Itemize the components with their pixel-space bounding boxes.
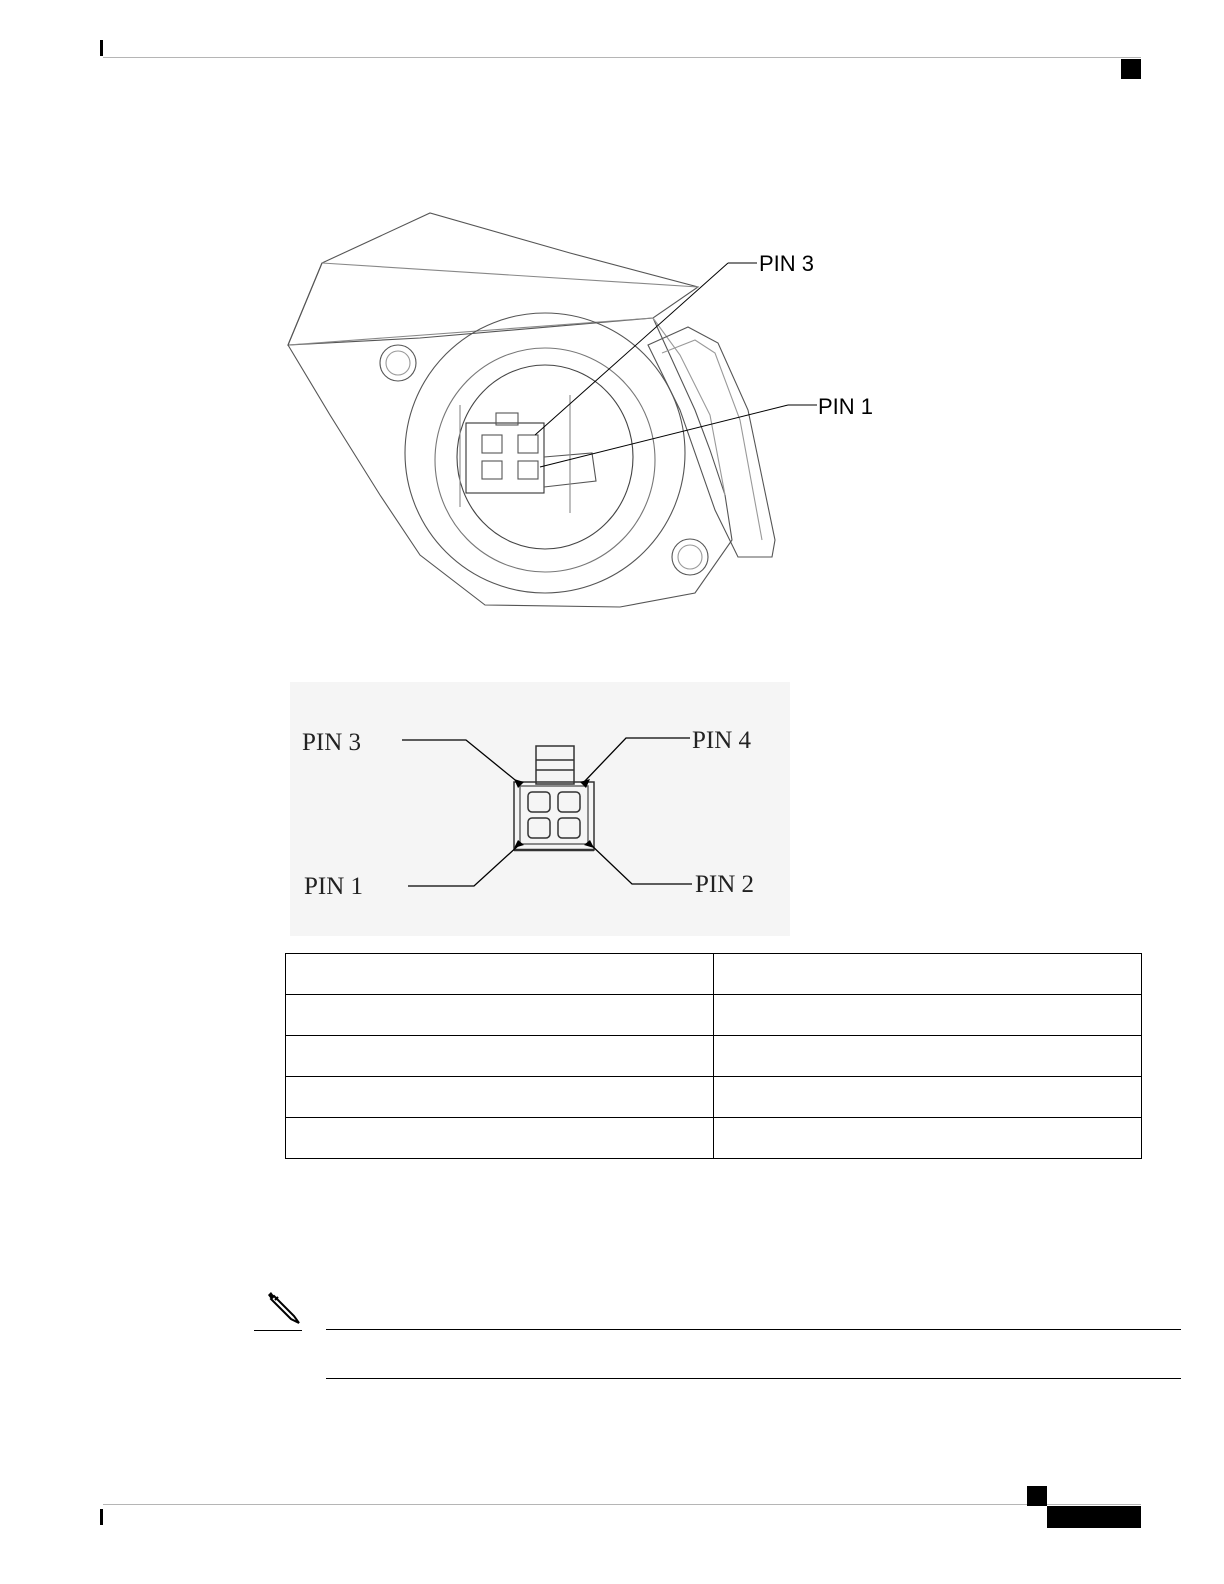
table-row (286, 1077, 1142, 1118)
header-tick (100, 40, 103, 56)
footer-rule (103, 1504, 1141, 1505)
table-cell (714, 954, 1142, 995)
fig2-pin1-label: PIN 1 (304, 873, 364, 900)
note-pencil-icon (266, 1290, 306, 1326)
table-cell (714, 1077, 1142, 1118)
pin3-leader (535, 263, 728, 435)
pin1-cavity (528, 818, 550, 838)
pin1-leader (540, 405, 788, 467)
note-rule-short (254, 1330, 302, 1331)
pin-cavity-1 (482, 461, 502, 479)
header-rule (103, 57, 1141, 58)
table-row (286, 1118, 1142, 1159)
housing-top (288, 213, 698, 345)
pin-cavity-3 (482, 435, 502, 453)
footer-tick (100, 1509, 103, 1525)
pinout-table (285, 953, 1142, 1159)
pin3-leader (402, 740, 520, 784)
connector-isometric-figure (270, 195, 910, 615)
fig2-pin2-label: PIN 2 (695, 871, 755, 898)
flange-body (288, 318, 732, 607)
table-cell (286, 995, 714, 1036)
pin2-cavity (558, 818, 580, 838)
fig2-pin4-label: PIN 4 (692, 727, 752, 754)
fig2-pin3-label: PIN 3 (302, 729, 362, 756)
fig1-pin3-label: PIN 3 (759, 251, 815, 276)
table-cell (286, 1036, 714, 1077)
note-rule-top (326, 1329, 1181, 1330)
mount-hole-upper (380, 345, 416, 381)
table-cell (714, 1036, 1142, 1077)
header-marker (1121, 59, 1141, 79)
table-row (286, 995, 1142, 1036)
table-cell (286, 954, 714, 995)
table-cell (286, 1118, 714, 1159)
mount-hole-lower (672, 539, 708, 575)
receptacle-ring (405, 313, 685, 593)
table-cell (714, 1118, 1142, 1159)
pin2-leader (588, 842, 692, 884)
pin-cavity-2 (518, 461, 538, 479)
note-rule-bottom (326, 1378, 1181, 1379)
footer-page-tab (1047, 1506, 1141, 1528)
table-cell (286, 1077, 714, 1118)
connector-pinout-figure (290, 682, 790, 936)
fig1-pin1-label: PIN 1 (818, 394, 874, 419)
footer-marker (1027, 1486, 1047, 1506)
pin4-cavity (558, 792, 580, 812)
pin4-leader (584, 738, 690, 782)
table-row (286, 1036, 1142, 1077)
pin1-leader (408, 844, 520, 886)
table-cell (714, 995, 1142, 1036)
connector-body (514, 782, 594, 850)
table-row (286, 954, 1142, 995)
pin-cavity-4 (518, 435, 538, 453)
pin3-cavity (528, 792, 550, 812)
connector-latch (536, 746, 574, 784)
